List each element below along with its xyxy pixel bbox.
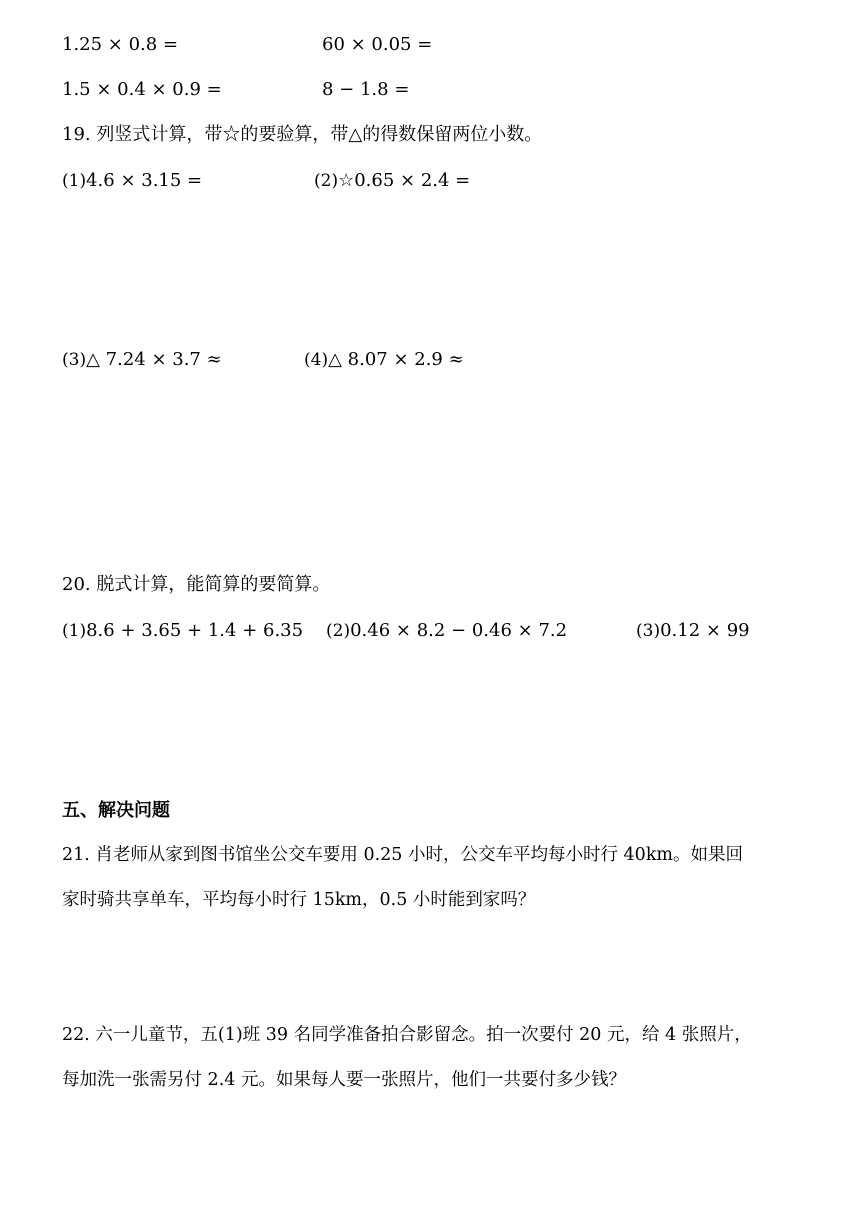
q19-item-1	[62, 172, 202, 190]
q19-item-3-label: (3)	[62, 350, 87, 370]
q20-item-3	[636, 622, 750, 640]
q19-item-2-expr: ☆0.65 × 2.4 =	[338, 170, 471, 191]
q20-item-3-expr: 0.12 × 99	[660, 620, 750, 641]
arith-row-1-right: 60 × 0.05 =	[322, 34, 433, 55]
q20-item-2	[326, 622, 567, 640]
q19-item-3-expr: △ 7.24 × 3.7 ≈	[86, 349, 222, 370]
q19-item-1-expr: 4.6 × 3.15 =	[86, 170, 203, 191]
q20-item-2-expr: 0.46 × 8.2 − 0.46 × 7.2	[350, 620, 568, 641]
q19-item-1-label: (1)	[62, 171, 87, 191]
q19-item-4-label: (4)	[304, 350, 329, 370]
q19-item-2	[314, 172, 470, 190]
q22-line-1: 22. 六一儿童节，五(1)班 39 名同学准备拍合影留念。拍一次要付 20 元，给 4 张照片，	[62, 1025, 752, 1045]
q20-item-1	[62, 622, 303, 640]
section-5-heading: 五、解决问题	[62, 800, 170, 821]
q20-item-2-label: (2)	[326, 621, 351, 641]
q21-line-1: 21. 肖老师从家到图书馆坐公交车要用 0.25 小时，公交车平均每小时行 40km。如果回	[62, 845, 744, 865]
q19-item-4-expr: △ 8.07 × 2.9 ≈	[328, 349, 464, 370]
arith-row-1-left: 1.25 × 0.8 =	[62, 34, 179, 55]
arith-row-2-right: 8 − 1.8 =	[322, 79, 410, 100]
q19-item-2-label: (2)	[314, 171, 339, 191]
q20-item-1-expr: 8.6 + 3.65 + 1.4 + 6.35	[86, 620, 304, 641]
q19-title: 19. 列竖式计算，带☆的要验算，带△的得数保留两位小数。	[62, 124, 543, 145]
q20-item-3-label: (3)	[636, 621, 661, 641]
q21-line-2: 家时骑共享单车，平均每小时行 15km，0.5 小时能到家吗？	[62, 890, 536, 910]
arith-row-2-left: 1.5 × 0.4 × 0.9 =	[62, 79, 222, 100]
q19-item-3	[62, 351, 222, 369]
q20-item-1-label: (1)	[62, 621, 87, 641]
q19-item-4	[304, 351, 464, 369]
q22-line-2: 每加洗一张需另付 2.4 元。如果每人要一张照片，他们一共要付多少钱？	[62, 1070, 626, 1090]
q20-title: 20. 脱式计算，能简算的要简算。	[62, 574, 331, 595]
